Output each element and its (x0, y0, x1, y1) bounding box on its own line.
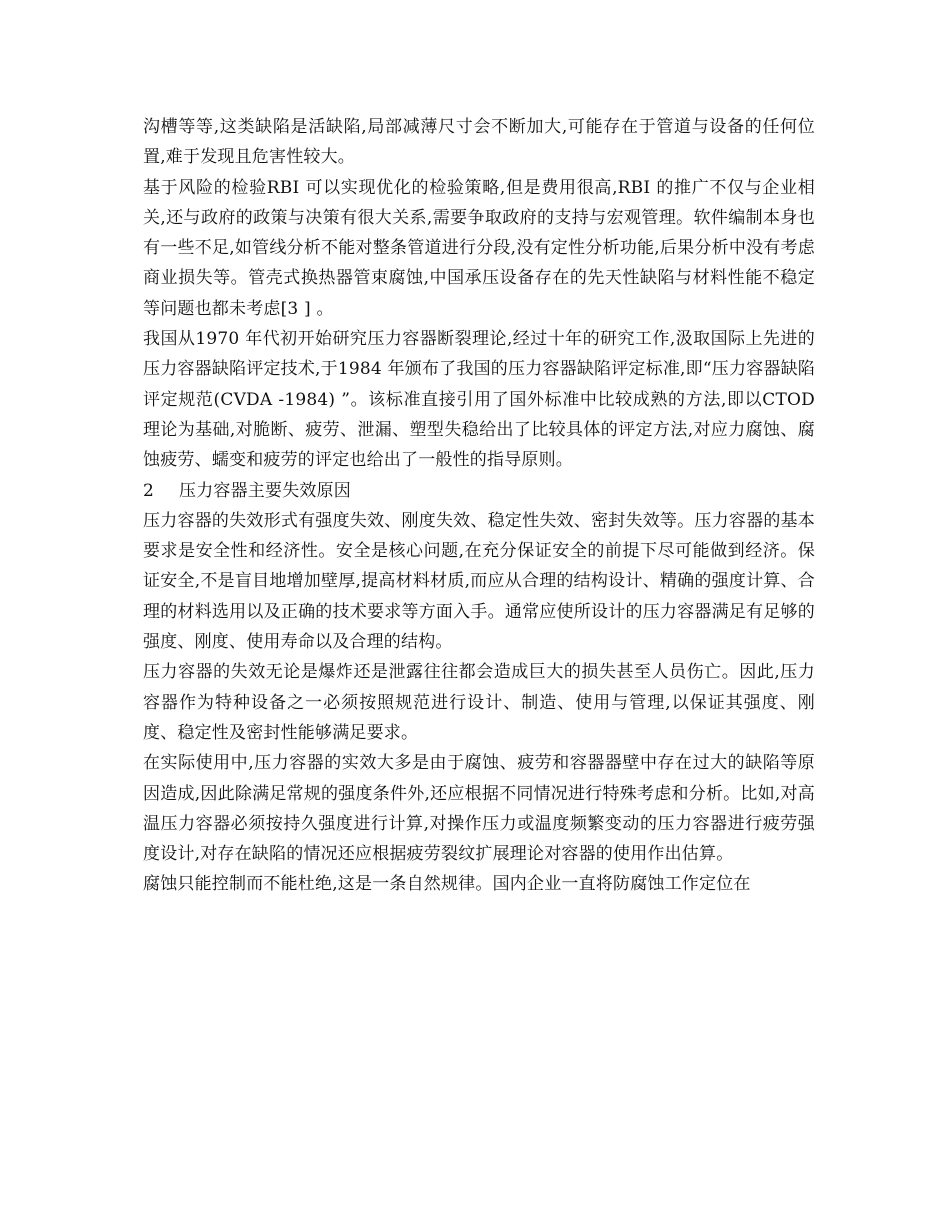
section-title: 压力容器主要失效原因 (179, 480, 351, 501)
paragraph-actual-failures: 在实际使用中,压力容器的实效大多是由于腐蚀、疲劳和容器器壁中存在过大的缺陷等原因造成,因此除满足常规的强度条件外,还应根据不同情况进行特殊考虑和分析。比如,对高温压力容器必须按持久强度进行计算,对操作压力或温度频繁变动的压力容器进行疲劳强度设计,对存在缺陷的情况还应根据疲劳裂纹扩展理论对容器的使用作出估算。 (143, 753, 815, 865)
paragraph-failure-consequences: 压力容器的失效无论是爆炸还是泄露往往都会造成巨大的损失甚至人员伤亡。因此,压力容器作为特种设备之一必须按照规范进行设计、制造、使用与管理,以保证其强度、刚度、稳定性及密封性能够满足要求。 (143, 662, 815, 743)
paragraph-rbi: 基于风险的检验RBI 可以实现优化的检验策略,但是费用很高,RBI 的推广不仅与企业相关,还与政府的政策与决策有很大关系,需要争取政府的支持与宏观管理。软件编制本身也有一些不足,如管线分析不能对整条管道进行分段,没有定性分析功能,后果分析中没有考虑商业损失等。管壳式换热器管束腐蚀,中国承压设备存在的先天性缺陷与材料性能不稳定等问题也都未考虑[3 ] 。 (143, 177, 815, 319)
section-heading (143, 476, 815, 506)
paragraph-corrosion-defects: 沟槽等等,这类缺陷是活缺陷,局部减薄尺寸会不断加大,可能存在于管道与设备的任何位置,难于发现且危害性较大。 (143, 117, 815, 168)
document-body (143, 112, 815, 900)
section-number: 2 (143, 480, 155, 501)
paragraph-corrosion-control: 腐蚀只能控制而不能杜绝,这是一条自然规律。国内企业一直将防腐蚀工作定位在 (143, 874, 751, 895)
paragraph-cvda-standard: 我国从1970 年代初开始研究压力容器断裂理论,经过十年的研究工作,汲取国际上先进的压力容器缺陷评定技术,于1984 年颁布了我国的压力容器缺陷评定标准,即“压力容器缺陷评定规范(CVDA -1984) ”。该标准直接引用了国外标准中比较成熟的方法,即以CTOD 理论为基础,对脆断、疲劳、泄漏、塑型失稳给出了比较具体的评定方法,对应力腐蚀、腐蚀疲劳、蠕变和疲劳的评定也给出了一般性的指导原则。 (143, 329, 815, 471)
paragraph-failure-forms: 压力容器的失效形式有强度失效、刚度失效、稳定性失效、密封失效等。压力容器的基本要求是安全性和经济性。安全是核心问题,在充分保证安全的前提下尽可能做到经济。保证安全,不是盲目地增加壁厚,提高材料材质,而应从合理的结构设计、精确的强度计算、合理的材料选用以及正确的技术要求等方面入手。通常应使所设计的压力容器满足有足够的强度、刚度、使用寿命以及合理的结构。 (143, 510, 815, 653)
